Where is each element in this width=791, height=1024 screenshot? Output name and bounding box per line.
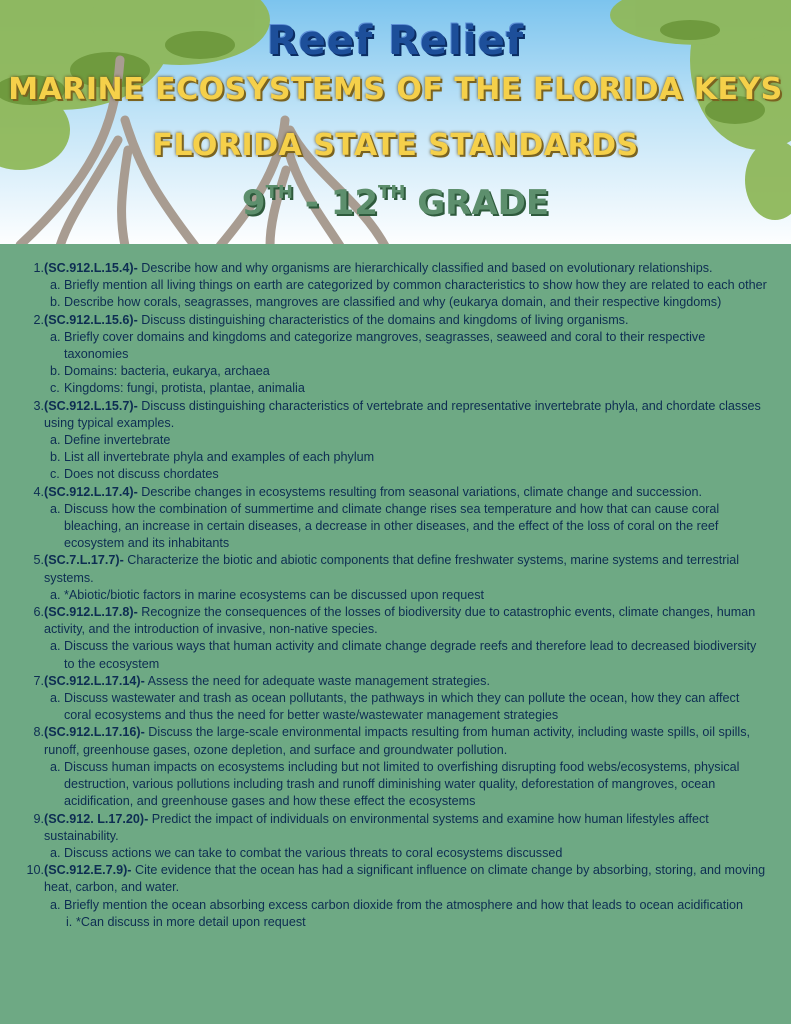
grade-end-suffix: TH <box>378 182 406 203</box>
standard-description: Recognize the consequences of the losses of biodiversity due to catastrophic events, climate changes, human activity, and the introduction of invasive, non-native species. <box>44 605 756 637</box>
standard-description: Cite evidence that the ocean has had a significant influence on climate change by absorbing, storing, and moving heat, carbon, and water. <box>44 863 766 895</box>
grade-label: GRADE <box>405 183 550 223</box>
sub-item <box>50 466 770 483</box>
sub-item-text: Does not discuss chordates <box>64 467 219 482</box>
sub-item-text: Briefly mention all living things on earth are categorized by common characteristics to show how they are related to each other <box>64 278 767 293</box>
sub-item-text: Kingdoms: fungi, protista, plantae, animalia <box>64 381 305 396</box>
standard-item <box>10 312 770 329</box>
standard-description: Predict the impact of individuals on environmental systems and examine how human lifestyles affect sustainability. <box>44 811 709 843</box>
sub-item-letter: a. <box>50 433 61 448</box>
standard-number: 4. <box>33 484 44 499</box>
sub-item-letter: a. <box>50 845 61 860</box>
standard-code: (SC.912.E.7.9)- <box>44 863 132 878</box>
sub-item-letter: b. <box>50 295 61 310</box>
standard-text <box>44 260 770 277</box>
standard-item <box>10 724 770 758</box>
sub-item <box>50 277 770 294</box>
standard-text <box>44 312 770 329</box>
standard-code: (SC.912. L.17.20)- <box>44 811 149 826</box>
sub-item-letter: a. <box>50 759 61 774</box>
sub-item-text: List all invertebrate phyla and examples of each phylum <box>64 450 375 465</box>
sub-item <box>50 897 770 914</box>
standard-code: (SC.912.L.15.6)- <box>44 312 138 327</box>
standard-item <box>10 673 770 690</box>
standards-list <box>10 260 770 931</box>
standard-item <box>10 398 770 432</box>
page-subtitle: FLORIDA STATE STANDARDS <box>152 128 639 163</box>
standard-text <box>44 862 770 896</box>
sub-item <box>50 294 770 311</box>
standard-text <box>44 724 770 758</box>
sub-item-text: Briefly mention the ocean absorbing excess carbon dioxide from the atmosphere and how that leads to ocean acidification <box>64 897 744 912</box>
sub-item <box>50 329 770 363</box>
standard-code: (SC.912.L.15.4)- <box>44 261 138 275</box>
standard-description: Describe how and why organisms are hierarchically classified and based on evolutionary relationships. <box>137 261 713 275</box>
sub-sub-item-numeral: i. <box>66 914 73 929</box>
sub-item <box>50 449 770 466</box>
standard-item <box>10 260 770 277</box>
standard-description: Discuss the large-scale environmental impacts resulting from human activity, including waste spills, oil spills, runoff, greenhouse gases, ozone depletion, and surface and groundwater pollution. <box>44 725 751 757</box>
sub-item-text: Discuss actions we can take to combat the various threats to coral ecosystems discussed <box>64 845 563 860</box>
sub-item-text: Describe how corals, seagrasses, mangroves are classified and why (eukarya domain, and their respective kingdoms) <box>64 295 722 310</box>
sub-item-text: Discuss how the combination of summertime and climate change rises sea temperature and how that can cause coral bleaching, an increase in certain diseases, a decrease in other diseases, and the effect of the loss of coral on the reef ecosystem and its inhabitants <box>64 501 720 551</box>
sub-item <box>50 501 770 553</box>
grade-range <box>0 182 791 223</box>
standard-description: Characterize the biotic and abiotic components that define freshwater systems, marine systems and terrestrial systems. <box>44 553 740 585</box>
sub-item-letter: b. <box>50 364 61 379</box>
sub-item-letter: a. <box>50 639 61 654</box>
standard-number: 1. <box>33 261 44 275</box>
standard-item <box>10 862 770 896</box>
standard-number: 6. <box>33 605 44 620</box>
sub-item-letter: a. <box>50 501 61 516</box>
sub-item-letter: b. <box>50 450 61 465</box>
sub-item-letter: c. <box>50 381 60 396</box>
sub-item-text: Domains: bacteria, eukarya, archaea <box>64 364 270 379</box>
sub-item <box>50 432 770 449</box>
standard-number: 7. <box>33 673 44 688</box>
sub-item <box>50 380 770 397</box>
standard-text <box>44 552 770 586</box>
standard-description: Discuss distinguishing characteristics of vertebrate and representative invertebrate phyla, and chordate classes using typical examples. <box>44 398 761 430</box>
page-header <box>0 0 791 248</box>
standard-text <box>44 398 770 432</box>
sub-item-letter: a. <box>50 897 61 912</box>
standard-description: Describe changes in ecosystems resulting from seasonal variations, climate change and succession. <box>137 484 702 499</box>
sub-item-letter: c. <box>50 467 60 482</box>
standard-number: 5. <box>33 553 44 568</box>
standard-number: 10. <box>26 863 44 878</box>
page-title: MARINE ECOSYSTEMS OF THE FLORIDA KEYS <box>8 72 783 107</box>
standard-code: (SC.912.L.17.8)- <box>44 605 138 620</box>
sub-item-letter: a. <box>50 587 61 602</box>
standard-item <box>10 484 770 501</box>
sub-sub-item-text: *Can discuss in more detail upon request <box>76 914 306 929</box>
sub-item-text: Discuss the various ways that human activity and climate change degrade reefs and therefore lead to decreased biodiversity to the ecosystem <box>64 639 757 671</box>
standard-number: 2. <box>33 312 44 327</box>
grade-start-suffix: TH <box>265 182 293 203</box>
standard-text <box>44 811 770 845</box>
reef-relief-logo: Reef Relief <box>266 18 525 64</box>
standard-code: (SC.912.L.17.16)- <box>44 725 145 740</box>
sub-sub-item <box>66 914 770 931</box>
grade-start: 9 <box>241 183 266 223</box>
standard-number: 3. <box>33 398 44 413</box>
sub-item <box>50 638 770 672</box>
grade-end: - 12 <box>292 183 379 223</box>
standard-code: (SC.912.L.17.14)- <box>44 673 145 688</box>
standard-text <box>44 673 770 690</box>
standard-description: Discuss distinguishing characteristics of the domains and kingdoms of living organisms. <box>137 312 629 327</box>
sub-item-text: *Abiotic/biotic factors in marine ecosystems can be discussed upon request <box>64 587 485 602</box>
sub-item <box>50 845 770 862</box>
standard-number: 9. <box>33 811 44 826</box>
sub-item <box>50 690 770 724</box>
sub-item-letter: a. <box>50 691 61 706</box>
standard-description: Assess the need for adequate waste management strategies. <box>144 673 490 688</box>
standard-item <box>10 811 770 845</box>
standard-number: 8. <box>33 725 44 740</box>
sub-item-letter: a. <box>50 278 61 293</box>
sub-item-text: Discuss wastewater and trash as ocean pollutants, the pathways in which they can pollute the ocean, how they can affect coral ecosystems and thus the need for better waste/wastewater management strategies <box>64 691 740 723</box>
sub-item-text: Briefly cover domains and kingdoms and categorize mangroves, seagrasses, seaweed and coral to their respective taxonomies <box>64 329 706 362</box>
standard-code: (SC.7.L.17.7)- <box>44 553 124 568</box>
standard-code: (SC.912.L.15.7)- <box>44 398 138 413</box>
sub-item-letter: a. <box>50 329 61 344</box>
standard-item <box>10 604 770 638</box>
standard-text <box>44 484 770 501</box>
sub-item <box>50 363 770 380</box>
sub-item-text: Discuss human impacts on ecosystems including but not limited to overfishing disrupting food webs/ecosystems, physical destruction, various pollutions including trash and runoff diminishing water quality, deforestation of mangroves, ocean acidification, and greenhouse gases and how these effect the ecosystems <box>64 759 740 809</box>
standard-item <box>10 552 770 586</box>
sub-item-text: Define invertebrate <box>64 433 171 448</box>
standard-code: (SC.912.L.17.4)- <box>44 484 138 499</box>
sub-item <box>50 759 770 811</box>
standards-panel <box>0 248 791 1024</box>
standard-text <box>44 604 770 638</box>
sub-item <box>50 587 770 604</box>
